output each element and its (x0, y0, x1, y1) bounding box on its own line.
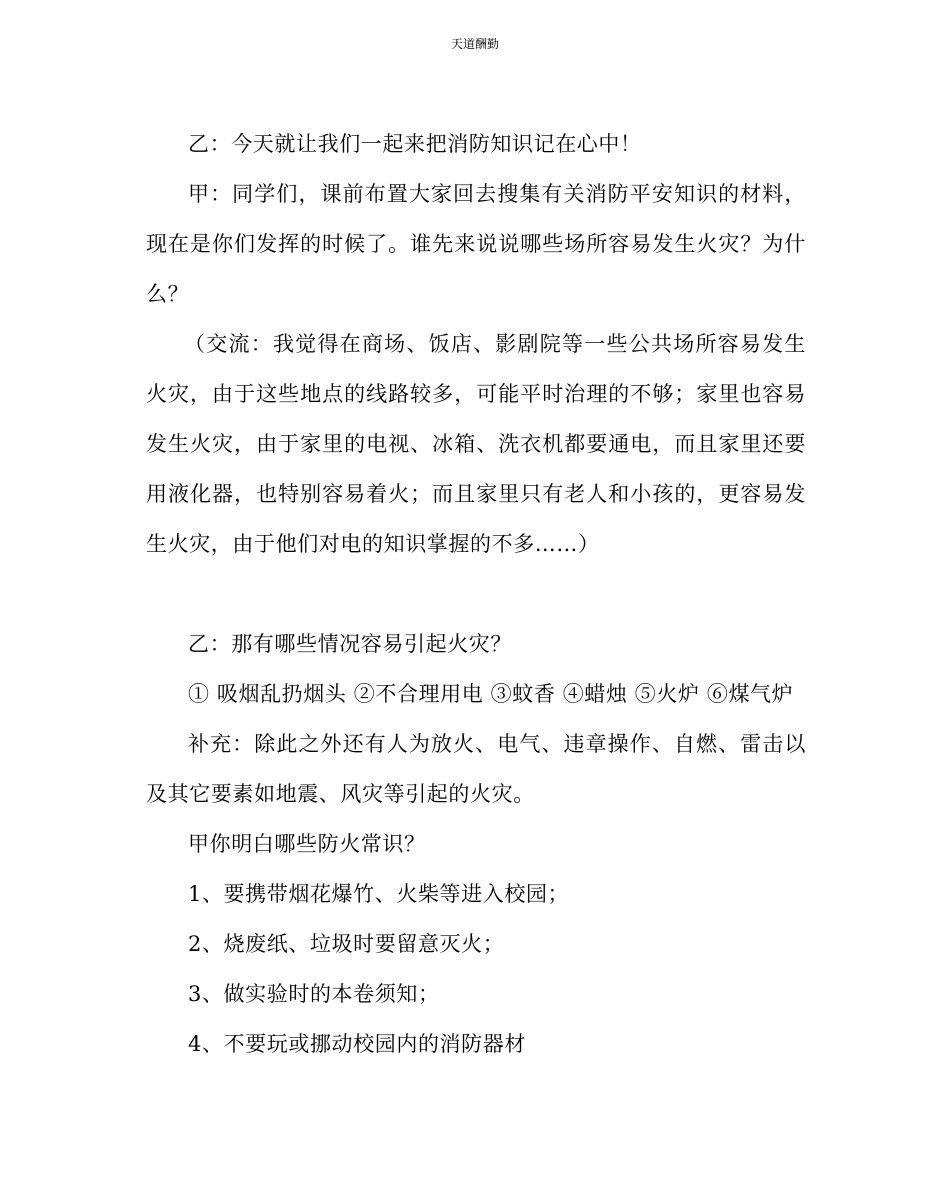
dialogue-line-yi-causes: 乙：那有哪些情况容易引起火灾？ (188, 632, 512, 656)
tip-item-3: 3、做实验时的本卷须知； (188, 982, 440, 1006)
causes-list: ① 吸烟乱扔烟头 ②不合理用电 ③蚊香 ④蜡烛 ⑤火炉 ⑥煤气炉 (188, 682, 794, 706)
tip-item-2: 2、烧废纸、垃圾时要留意灭火； (188, 932, 505, 956)
dialogue-line-jia-question: 甲：同学们，课前布置大家回去搜集有关消防平安知识的材料，现在是你们发挥的时候了。谁先来说说哪些场所容易发生火灾？为什么？ (146, 182, 806, 306)
supplement-paragraph: 补充：除此之外还有人为放火、电气、违章操作、自燃、雷击以及其它要素如地震、风灾等引起的火灾。 (146, 732, 806, 806)
dialogue-line-yi-intro: 乙：今天就让我们一起来把消防知识记在心中！ (188, 132, 642, 156)
tip-item-4: 4、不要玩或挪动校园内的消防器材 (188, 1032, 526, 1056)
exchange-paragraph: （交流：我觉得在商场、饭店、影剧院等一些公共场所容易发生火灾，由于这些地点的线路较多，可能平时治理的不够；家里也容易发生火灾，由于家里的电视、冰箱、洗衣机都要通电，而且家里还要用液化器，也特别容易着火；而且家里只有老人和小孩的，更容易发生火灾，由于他们对电的知识掌握的不多……） (146, 332, 806, 556)
document-body (146, 119, 806, 1069)
tip-item-1: 1、要携带烟花爆竹、火柴等进入校园； (188, 882, 570, 906)
page-header: 天道酬勤 (450, 37, 499, 51)
paragraph-gap (146, 569, 806, 619)
dialogue-line-jia-tips: 甲你明白哪些防火常识？ (188, 832, 426, 856)
